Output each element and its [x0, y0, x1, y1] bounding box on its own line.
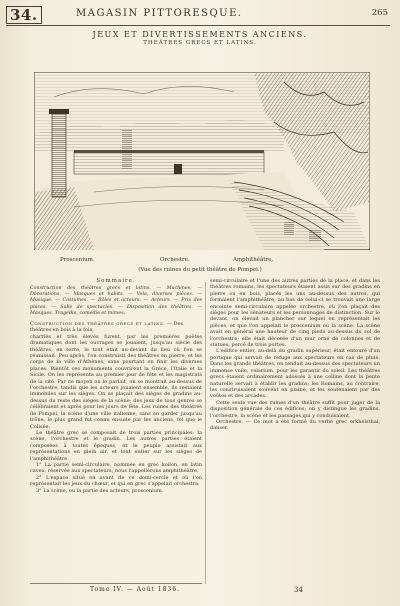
volume-date: Tome IV. — Août 1836.	[90, 586, 180, 593]
theatre-ruins-engraving	[34, 72, 370, 250]
paragraph: semi-circulaire et l'une des autres parties de la place, et dans les théâtres romains, les spectateurs étaient assis sur des gradins en pierre ou en bois, placés les uns au-dessus des autres, qui formaient l'amphithéâtre; au bas de celui-ci se trouvait une large enceinte semi-circulaire appelée orchestre, où l'on plaçait des sièges pour les sénateurs et les personnages de distinction. Sur le devant, on élevait un plancher sur lequel on représentait les pièces, et que l'on appelait le proscenium ou la scène. La scène avait en général une hauteur de cinq pieds au-dessus du sol de l'orchestre; elle était décorée d'un mur orné de colonnes et de statues, percé de trois portes.	[210, 278, 380, 349]
article-title: JEUX ET DIVERTISSEMENTS ANCIENS.	[92, 30, 308, 39]
left-column	[30, 278, 202, 578]
footer-rule	[30, 583, 202, 584]
section-heading-caps: Construction des théâtres grecs et latins.	[30, 321, 166, 328]
page-number: 34.	[6, 6, 42, 24]
paragraph: charriés et très élevés furent, par les premières poëtes dramatiques dont les ouvrages se jouaient, jusqu'au siècle des théâtres, en terre, le tout était au-devant du lieu où l'on se réunissait. Peu après, l'on construisit des théâtres en pierre, et les corps de la ville d'Athènes, sans pourtant en finir les diverses places. Bientôt ces monuments couvrirent la Grèce, l'Italie et la Sicile. On les représenta au premier jour de fête et les magistrats de la cité. Par ce moyen on le parlait, on se montrait au-dessus de l'orchestre, tandis que les acteurs jouaient ensemble, ils restaient immobiles sur les sièges. On se plaçait des sièges de gradins au-dessus du reste des sièges de la scène; des jeux de tous genres se célébraient et après pour les jours de fête. Les ruines des théâtres de Pompei, la scène d'une ville italienne, sans en garder jusqu'au trône, le plus grand fut connu ensuite par les anciens, tel que le Colisée.	[30, 333, 202, 430]
paragraph: 1° La partie semi-circulaire, nommée en grec koilon, en latin cavea, réservée aux spectateurs; nous l'appellerons amphithéâtre.	[30, 461, 202, 475]
label-orchestre: Orchestre.	[160, 257, 190, 263]
label-amphitheatre: Amphithéâtre.	[233, 257, 274, 263]
right-column	[210, 278, 380, 578]
sommaire-text: Construction des théâtres grecs et latins. — Machines. — Décorations. — Masques et habits. — Vela, diverses pièces. — Musique. — Costumes. — Rôles et acteurs. — Acteurs. — Prix des places. — Salle de spectacles. — Disposition des théâtres. — Masques. Tragédie, comédie et mimes.	[30, 286, 202, 316]
section-heading	[30, 321, 202, 334]
figure-caption: (Vue des ruines du petit théâtre de Pompei.)	[138, 267, 262, 273]
paragraph: 3° La scène, ou la partie des acteurs, proscenium.	[36, 487, 164, 494]
footnote: Orchestre. — Ce mot a été formé du verbe grec orkheisthai, danser.	[210, 418, 380, 432]
section-heading-rest: — Des théâtres en bois à la fois,	[30, 321, 184, 334]
running-title: MAGASIN PITTORESQUE.	[76, 8, 243, 19]
paragraph: Le théâtre grec se composait de trois parties principales: la scène, l'orchestre et le gradin. Les autres parties étaient composées à toutes époques, et le peuple assistait aux représentations en plein air, et tout entier sur les sièges de l'amphithéâtre.	[30, 429, 202, 462]
paragraph: 2° L'espace situé en avant de ce demi-cercle et où l'on représentait les jeux du chœur, et qui en grec s'appelait orchestra.	[30, 474, 202, 488]
paragraph: Cette seule vue des ruines d'un théâtre suffit pour juger de la disposition générale de ces édifices; on y distingue les gradins, l'orchestre, la scène et les passages qui y conduisaient.	[210, 399, 380, 419]
column-divider	[205, 282, 206, 584]
folio: 265	[371, 8, 388, 18]
header-rule	[6, 25, 390, 26]
signature-number: 34	[294, 586, 303, 594]
label-proscenium: Proscenium.	[60, 257, 95, 263]
sommaire-heading: Sommaire.	[96, 278, 136, 284]
paragraph: L'édifice entier, au-delà du gradin supérieur, était entouré d'un portique qui servait de refuge aux spectateurs en cas de pluie. Dans les grands théâtres, on tendait au-dessus des spectateurs un immense voile, velarium, pour les garantir du soleil. Les théâtres grecs étaient ordinairement adossés à une colline dont la pente naturelle servait à établir les gradins; les Romains, au contraire, les construisaient souvent en plaine, et les soutenaient par des voûtes et des arcades.	[210, 348, 380, 400]
article-subtitle: THÉÂTRES GRECS ET LATINS.	[143, 40, 257, 46]
